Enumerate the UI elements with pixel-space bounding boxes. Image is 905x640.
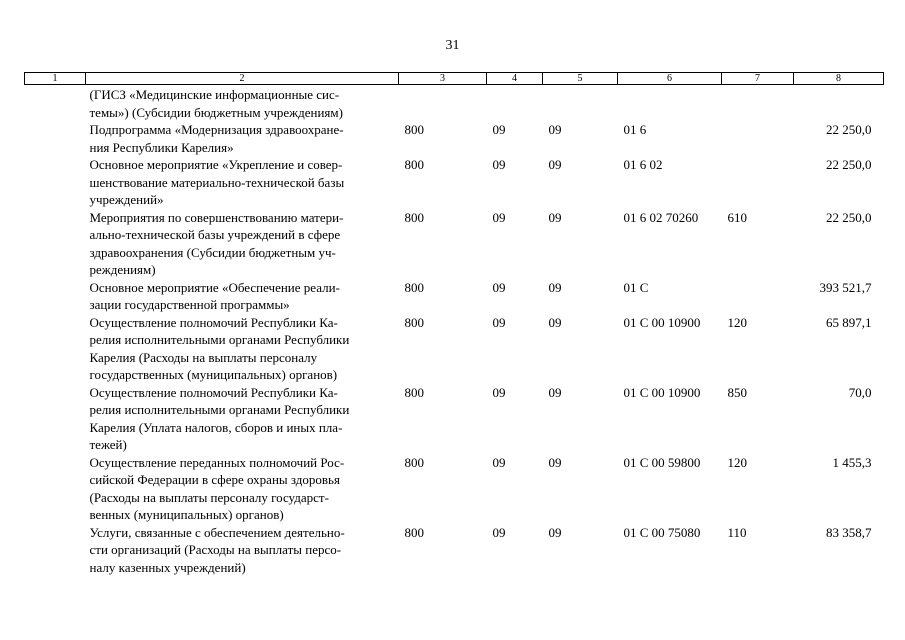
cell-empty <box>25 209 86 279</box>
cell-target: 01 6 <box>623 122 647 137</box>
cell-empty <box>25 121 86 156</box>
cell-section: 09 <box>492 384 506 400</box>
table-row <box>25 279 884 314</box>
cell-ministry: 800 <box>404 384 424 400</box>
cell-expense-type: 120 <box>727 454 747 470</box>
name-line: сийской Федерации в сфере охраны здоровья <box>89 472 340 487</box>
name-line: Карелия (Уплата налогов, сборов и иных пла- <box>89 419 343 435</box>
table-row <box>25 156 884 209</box>
column-header: 8 <box>794 73 884 85</box>
name-line: государственных (муниципальных) органов) <box>89 367 338 382</box>
cell-empty <box>25 454 86 524</box>
name-line: сти организаций (Расходы на выплаты персо- <box>89 542 342 557</box>
cell-empty <box>25 314 86 384</box>
column-header: 2 <box>86 73 399 85</box>
name-line: релия исполнительными органами Республики <box>89 402 350 417</box>
name-line: здравоохранения (Субсидии бюджетным уч- <box>89 244 336 260</box>
table-row <box>25 314 884 384</box>
name-line: Основное мероприятие «Обеспечение реали- <box>89 279 340 295</box>
name-line: реждениям) <box>89 262 156 277</box>
name-line: тежей) <box>89 437 127 452</box>
cell-ministry <box>399 85 487 122</box>
cell-empty <box>25 156 86 209</box>
cell-subsection: 09 <box>548 209 562 225</box>
cell-amount: 1 455,3 <box>832 454 872 470</box>
column-header: 3 <box>399 73 487 85</box>
name-line: шенствование материально-технической базы <box>89 174 345 190</box>
cell-expense-type: 120 <box>727 314 747 330</box>
name-line: Осуществление полномочий Республики Ка- <box>89 314 338 330</box>
cell-subsection: 09 <box>548 384 562 400</box>
table-body <box>25 85 884 577</box>
cell-empty <box>25 524 86 577</box>
cell-subsection: 09 <box>548 314 562 330</box>
cell-amount: 22 250,0 <box>826 209 872 225</box>
cell-target <box>618 85 722 122</box>
table-row <box>25 524 884 577</box>
name-line: Подпрограмма «Модернизация здравоохране- <box>89 122 344 137</box>
cell-subsection: 09 <box>548 157 562 172</box>
table-row <box>25 209 884 279</box>
cell-name <box>86 384 399 454</box>
cell-expense-type: 110 <box>727 524 747 540</box>
cell-ministry: 800 <box>404 454 424 470</box>
cell-name <box>86 156 399 209</box>
table-row <box>25 121 884 156</box>
cell-section: 09 <box>492 279 506 295</box>
column-header: 5 <box>543 73 618 85</box>
name-line: зации государственной программы» <box>89 297 290 312</box>
table-row <box>25 85 884 122</box>
name-line: учреждений» <box>89 192 164 207</box>
cell-name <box>86 314 399 384</box>
column-header: 7 <box>722 73 794 85</box>
name-line: темы») (Субсидии бюджетным учреждениям) <box>89 104 343 120</box>
cell-name <box>86 209 399 279</box>
cell-ministry: 800 <box>404 157 424 172</box>
column-header: 6 <box>618 73 722 85</box>
table-row <box>25 384 884 454</box>
name-line: Осуществление полномочий Республики Ка- <box>89 384 338 400</box>
cell-name <box>86 85 399 122</box>
cell-expense-type <box>722 121 794 156</box>
cell-name <box>86 121 399 156</box>
cell-expense-type <box>722 279 794 314</box>
name-line: Мероприятия по совершенствованию матери- <box>89 209 344 225</box>
cell-amount: 83 358,7 <box>826 524 872 540</box>
cell-empty <box>25 85 86 122</box>
cell-expense-type: 850 <box>727 384 747 400</box>
cell-amount: 22 250,0 <box>826 157 872 172</box>
cell-target: 01 С 00 75080 <box>623 524 701 540</box>
cell-section: 09 <box>492 314 506 330</box>
cell-ministry: 800 <box>404 279 424 295</box>
cell-name <box>86 454 399 524</box>
cell-subsection <box>543 85 618 122</box>
cell-subsection: 09 <box>548 279 562 295</box>
cell-target: 01 6 02 70260 <box>623 209 699 225</box>
name-line: (Расходы на выплаты персоналу государст- <box>89 489 329 505</box>
cell-amount: 70,0 <box>848 384 872 400</box>
column-header: 1 <box>25 73 86 85</box>
cell-target: 01 С 00 10900 <box>623 314 701 330</box>
cell-empty <box>25 384 86 454</box>
cell-ministry: 800 <box>404 122 424 137</box>
name-line: Карелия (Расходы на выплаты персоналу <box>89 349 318 365</box>
cell-empty <box>25 279 86 314</box>
cell-name <box>86 524 399 577</box>
cell-expense-type <box>722 85 794 122</box>
column-header: 4 <box>487 73 543 85</box>
cell-ministry: 800 <box>404 209 424 225</box>
cell-expense-type: 610 <box>727 209 747 225</box>
table-row <box>25 454 884 524</box>
column-number-row <box>25 73 884 85</box>
cell-target: 01 6 02 <box>623 157 663 172</box>
cell-target: 01 С 00 59800 <box>623 454 701 470</box>
cell-target: 01 С <box>623 279 649 295</box>
cell-subsection: 09 <box>548 524 562 540</box>
cell-expense-type <box>722 156 794 209</box>
name-line: ния Республики Карелия» <box>89 139 234 155</box>
cell-amount: 22 250,0 <box>826 122 872 137</box>
cell-subsection: 09 <box>548 454 562 470</box>
cell-amount: 65 897,1 <box>826 314 872 330</box>
cell-section: 09 <box>492 524 506 540</box>
cell-amount: 393 521,7 <box>819 279 872 295</box>
name-line: Услуги, связанные с обеспечением деятельно- <box>89 524 345 540</box>
budget-table <box>24 72 884 576</box>
cell-amount <box>794 85 884 122</box>
cell-name <box>86 279 399 314</box>
cell-subsection: 09 <box>548 122 562 137</box>
name-line: налу казенных учреждений) <box>89 559 246 575</box>
cell-ministry: 800 <box>404 524 424 540</box>
cell-section: 09 <box>492 454 506 470</box>
name-line: релия исполнительными органами Республики <box>89 332 350 347</box>
cell-target: 01 С 00 10900 <box>623 384 701 400</box>
name-line: (ГИСЗ «Медицинские информационные сис- <box>89 87 340 102</box>
page-number: 31 <box>445 38 460 53</box>
name-line: Основное мероприятие «Укрепление и совер- <box>89 157 343 172</box>
cell-section: 09 <box>492 122 506 137</box>
cell-section <box>487 85 543 122</box>
name-line: Осуществление переданных полномочий Рос- <box>89 454 345 470</box>
name-line: ально-технической базы учреждений в сфере <box>89 227 341 242</box>
cell-section: 09 <box>492 157 506 172</box>
cell-ministry: 800 <box>404 314 424 330</box>
cell-section: 09 <box>492 209 506 225</box>
name-line: венных (муниципальных) органов) <box>89 507 284 522</box>
